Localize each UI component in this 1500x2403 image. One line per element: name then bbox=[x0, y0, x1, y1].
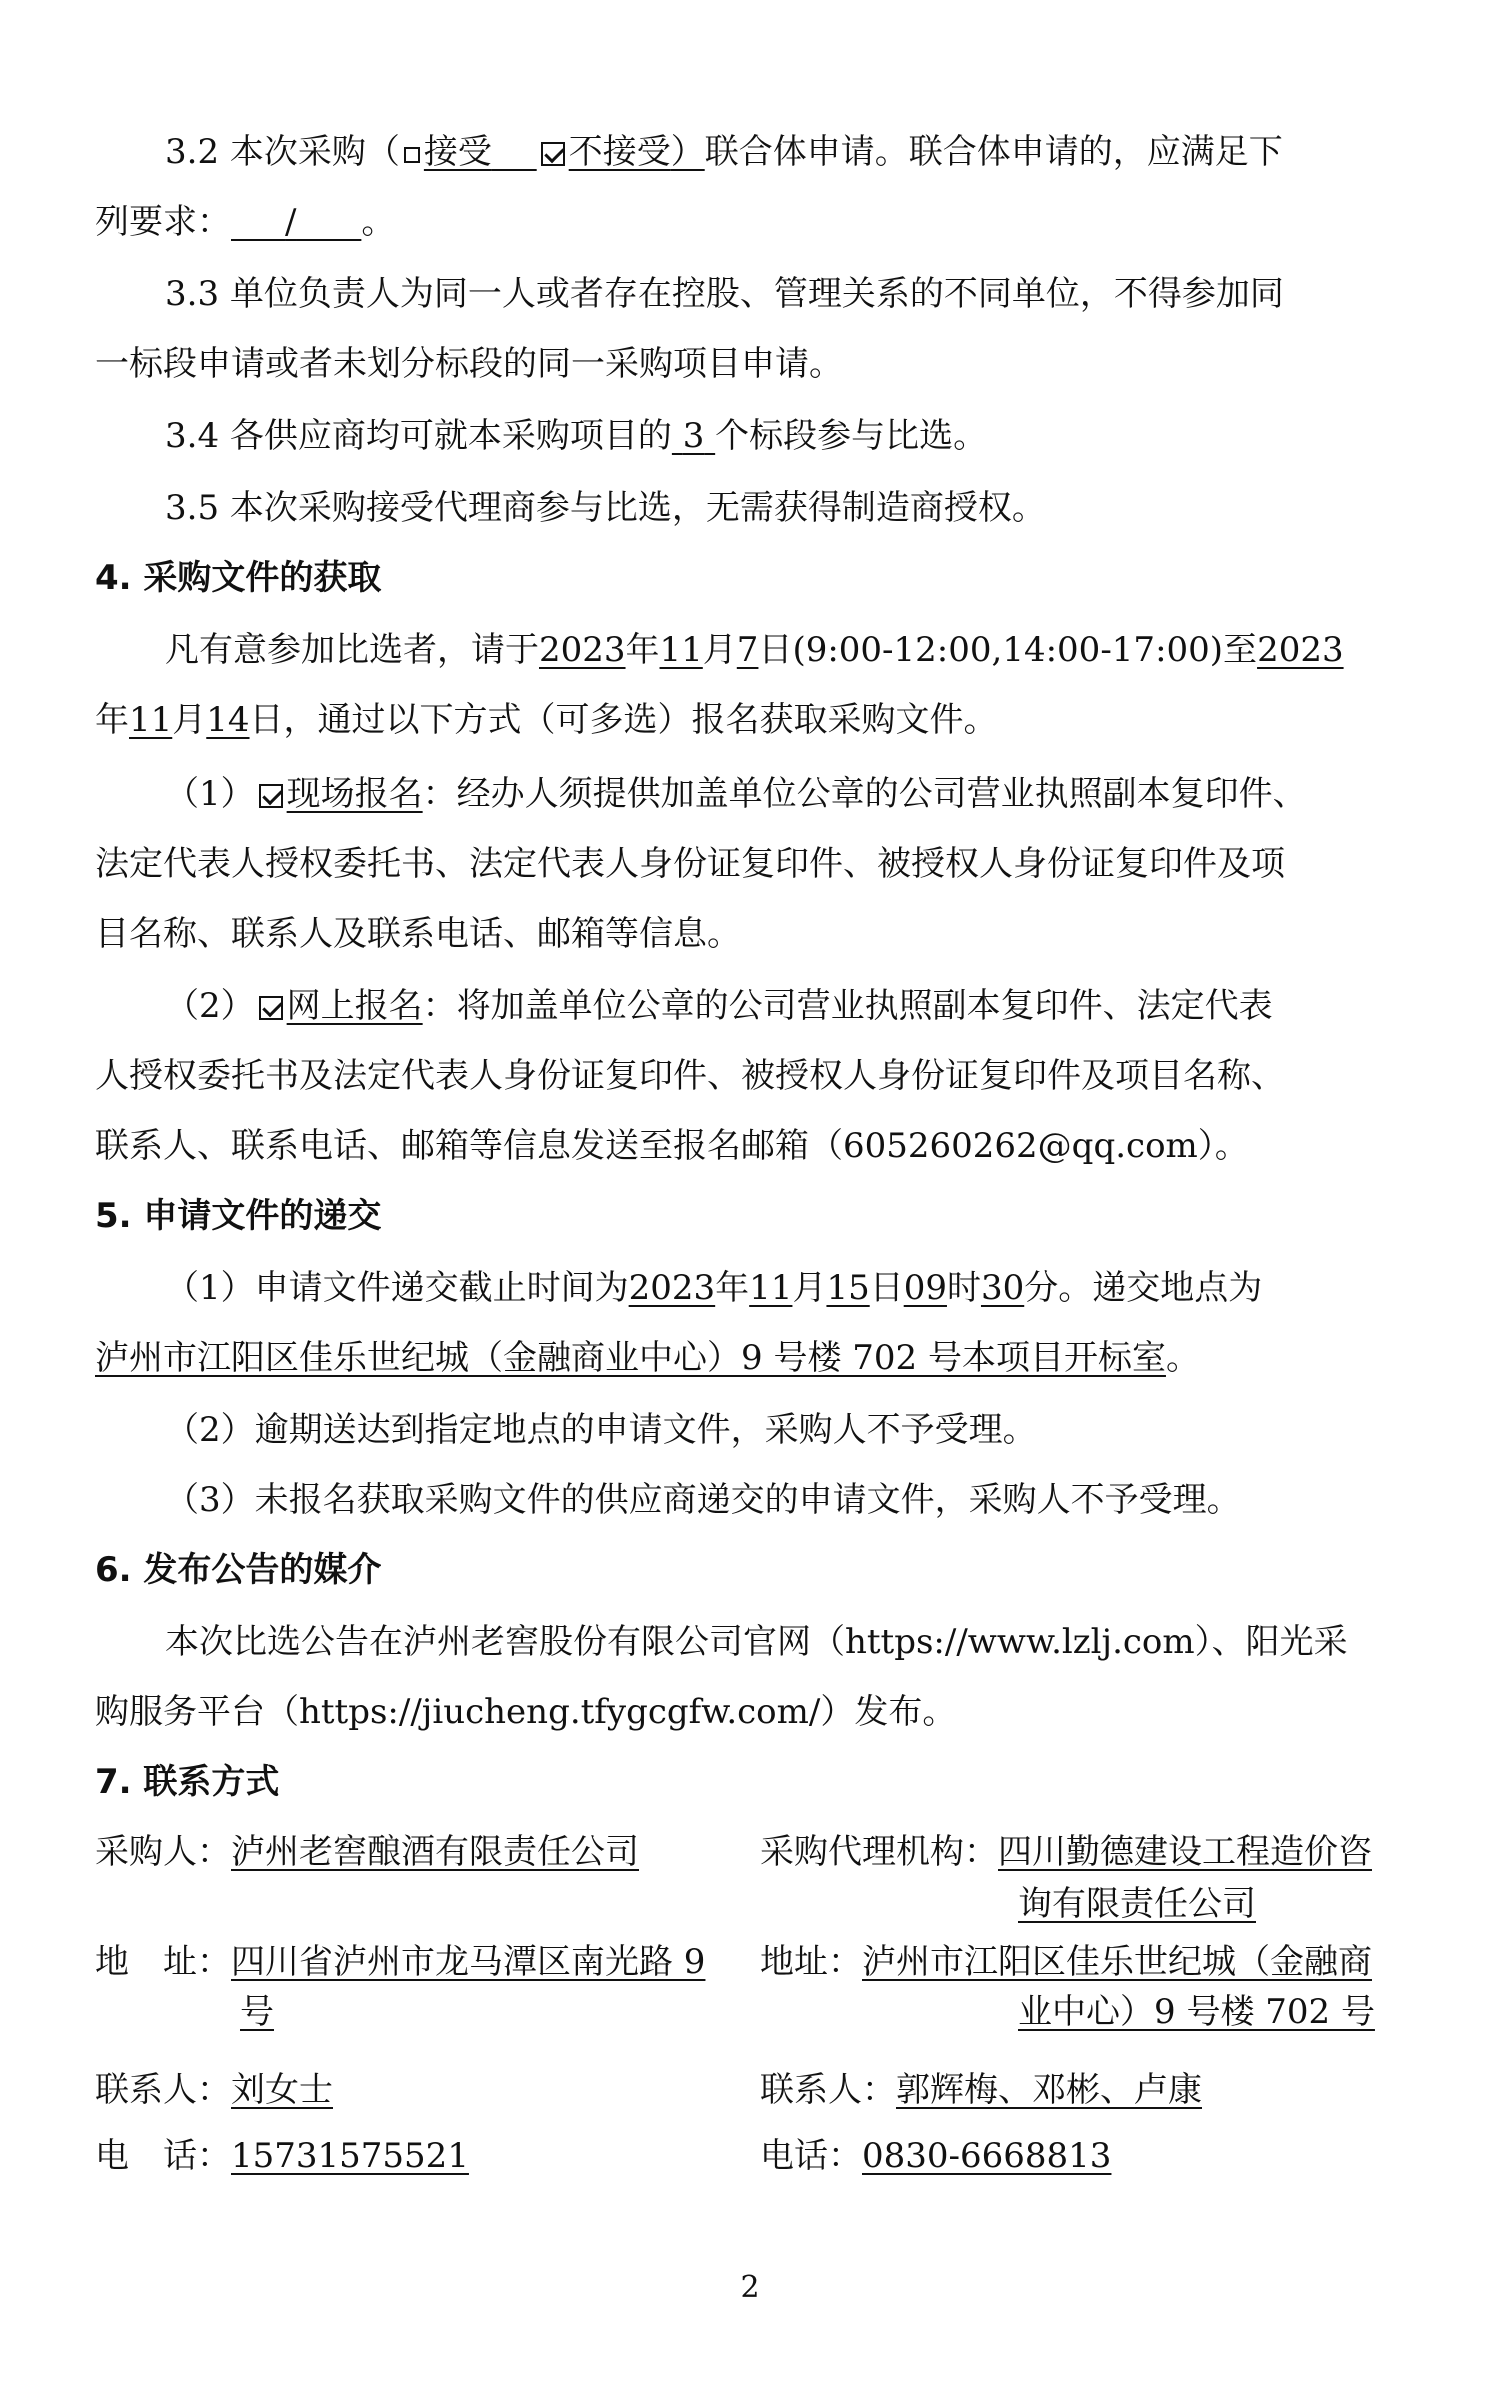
onsite-registration-label: 现场报名 bbox=[286, 774, 423, 814]
agent-row bbox=[760, 1830, 1372, 1874]
agent-contact-label: 联系人： bbox=[760, 2070, 896, 2110]
section-4-line2 bbox=[95, 698, 1385, 742]
agent-phone-label: 电话： bbox=[760, 2136, 862, 2176]
buyer-phone: 15731575521 bbox=[231, 2136, 469, 2176]
checkbox-unchecked-icon bbox=[404, 147, 420, 163]
onsite-registration-line2: 法定代表人授权委托书、法定代表人身份证复印件、被授权人身份证复印件及项 bbox=[95, 844, 1285, 884]
unit-minute: 分。递交地点为 bbox=[1024, 1268, 1263, 1308]
deadline-year: 2023 bbox=[628, 1268, 716, 1308]
buyer-address-line1: 四川省泸州市龙马潭区南光路 9 bbox=[231, 1942, 706, 1982]
buyer-phone-row bbox=[95, 2134, 469, 2178]
checkbox-checked-icon bbox=[259, 784, 283, 808]
section-5-heading: 5. 申请文件的递交 bbox=[95, 1196, 382, 1236]
onsite-registration-line1 bbox=[165, 772, 1385, 816]
clause-3-2-requirement-label: 列要求： bbox=[95, 202, 231, 242]
unit-day-3: 日 bbox=[869, 1268, 904, 1308]
end-day: 14 bbox=[206, 700, 250, 740]
buyer-address-line2: 号 bbox=[240, 1992, 274, 2032]
buyer-address-label: 地 址： bbox=[95, 1942, 231, 1982]
option-reject: 不接受 bbox=[568, 132, 671, 172]
unit-year: 年 bbox=[625, 630, 660, 670]
unit-month-3: 月 bbox=[792, 1268, 827, 1308]
clause-3-4-suffix: 个标段参与比选。 bbox=[715, 416, 988, 456]
section-5-line4: （3）未报名获取采购文件的供应商递交的申请文件，采购人不予受理。 bbox=[165, 1480, 1241, 1520]
unit-year-2: 年 bbox=[95, 700, 129, 740]
deadline-label: （1）申请文件递交截止时间为 bbox=[165, 1268, 629, 1308]
agent-address-label: 地址： bbox=[760, 1942, 862, 1982]
start-day: 7 bbox=[736, 630, 759, 670]
section-4-heading: 4. 采购文件的获取 bbox=[95, 558, 382, 598]
section-4-line1 bbox=[165, 628, 1385, 672]
deadline-month: 11 bbox=[749, 1268, 793, 1308]
section-6-heading: 6. 发布公告的媒介 bbox=[95, 1550, 382, 1590]
online-registration-line2: 人授权委托书及法定代表人身份证复印件、被授权人身份证复印件及项目名称、 bbox=[95, 1056, 1285, 1096]
section-7-heading: 7. 联系方式 bbox=[95, 1762, 280, 1802]
requirement-blank: / bbox=[285, 202, 297, 242]
agent-name-line2: 询有限责任公司 bbox=[1018, 1884, 1256, 1924]
buyer-contact-label: 联系人： bbox=[95, 2070, 231, 2110]
online-registration-label: 网上报名 bbox=[286, 986, 423, 1026]
agent-contact-row bbox=[760, 2068, 1202, 2112]
unit-month: 月 bbox=[702, 630, 737, 670]
checkbox-checked-icon bbox=[259, 996, 283, 1020]
clause-3-4 bbox=[165, 414, 1385, 458]
deadline-day: 15 bbox=[826, 1268, 870, 1308]
clause-3-2-end: 。 bbox=[361, 202, 396, 242]
section-5-line3: （2）逾期送达到指定地点的申请文件，采购人不予受理。 bbox=[165, 1410, 1037, 1450]
unit-day: 日 bbox=[758, 630, 793, 670]
page-number: 2 bbox=[740, 2270, 760, 2305]
clause-3-2-line1 bbox=[165, 130, 1385, 174]
buyer-address-row2 bbox=[240, 1990, 274, 2034]
clause-3-2-suffix: 联合体申请。联合体申请的，应满足下 bbox=[704, 132, 1283, 172]
end-year: 2023 bbox=[1257, 630, 1344, 670]
clause-3-3-line2: 一标段申请或者未划分标段的同一采购项目申请。 bbox=[95, 344, 843, 384]
deadline-hour: 09 bbox=[903, 1268, 947, 1308]
onsite-number: （1） bbox=[165, 774, 255, 814]
option-close: ） bbox=[670, 132, 705, 172]
agent-address-row bbox=[760, 1940, 1372, 1984]
clause-3-2-line2 bbox=[95, 200, 1385, 244]
agent-phone-row bbox=[760, 2134, 1111, 2178]
online-registration-line1 bbox=[165, 984, 1385, 1028]
online-text: ：将加盖单位公章的公司营业执照副本复印件、法定代表 bbox=[422, 986, 1273, 1026]
unit-month-2: 月 bbox=[172, 700, 207, 740]
clause-3-5: 3.5 本次采购接受代理商参与比选，无需获得制造商授权。 bbox=[165, 488, 1046, 528]
buyer-address-row bbox=[95, 1940, 705, 1984]
office-hours: (9:00-12:00,14:00-17:00)至 bbox=[792, 630, 1258, 670]
unit-hour: 时 bbox=[946, 1268, 981, 1308]
section-6-line2: 购服务平台（https://jiucheng.tfygcgfw.com/）发布。 bbox=[95, 1692, 957, 1732]
section-5-line1 bbox=[165, 1266, 1385, 1310]
online-number: （2） bbox=[165, 986, 255, 1026]
clause-3-3-line1: 3.3 单位负责人为同一人或者存在控股、管理关系的不同单位，不得参加同 bbox=[165, 274, 1284, 314]
deadline-minute: 30 bbox=[980, 1268, 1025, 1308]
option-accept: 接受 bbox=[423, 132, 492, 172]
agent-phone: 0830-6668813 bbox=[862, 2136, 1112, 2176]
agent-label: 采购代理机构： bbox=[760, 1832, 998, 1872]
start-month: 11 bbox=[659, 630, 703, 670]
buyer-label: 采购人： bbox=[95, 1832, 231, 1872]
checkbox-checked-icon bbox=[541, 142, 565, 166]
clause-3-2-prefix: 3.2 本次采购（ bbox=[165, 132, 400, 172]
section-4-intro: 凡有意参加比选者，请于 bbox=[165, 630, 539, 670]
onsite-text: ：经办人须提供加盖单位公章的公司营业执照副本复印件、 bbox=[422, 774, 1307, 814]
agent-row2 bbox=[1018, 1882, 1256, 1926]
buyer-contact-name: 刘女士 bbox=[231, 2070, 333, 2110]
section-4-tail: 日，通过以下方式（可多选）报名获取采购文件。 bbox=[249, 700, 998, 740]
lot-count: 3 bbox=[682, 416, 705, 456]
section-5-line2 bbox=[95, 1336, 1385, 1380]
buyer-phone-label: 电 话： bbox=[95, 2136, 231, 2176]
agent-address-row2 bbox=[1018, 1990, 1375, 2034]
unit-year-3: 年 bbox=[715, 1268, 750, 1308]
start-year: 2023 bbox=[539, 630, 626, 670]
submission-location: 泸州市江阳区佳乐世纪城（金融商业中心）9 号楼 702 号本项目开标室 bbox=[95, 1338, 1166, 1378]
location-end: 。 bbox=[1165, 1338, 1200, 1378]
buyer-contact-row bbox=[95, 2068, 333, 2112]
section-6-line1: 本次比选公告在泸州老窖股份有限公司官网（https://www.lzlj.com）、阳光采 bbox=[165, 1622, 1348, 1662]
clause-3-4-prefix: 3.4 各供应商均可就本采购项目的 bbox=[165, 416, 672, 456]
agent-address-line2: 业中心）9 号楼 702 号 bbox=[1018, 1992, 1375, 2032]
agent-contact-names: 郭辉梅、邓彬、卢康 bbox=[896, 2070, 1202, 2110]
onsite-registration-line3: 目名称、联系人及联系电话、邮箱等信息。 bbox=[95, 914, 741, 954]
agent-name-line1: 四川勤德建设工程造价咨 bbox=[998, 1832, 1372, 1872]
online-registration-line3: 联系人、联系电话、邮箱等信息发送至报名邮箱（605260262@qq.com）。 bbox=[95, 1126, 1249, 1166]
buyer-name: 泸州老窖酿酒有限责任公司 bbox=[231, 1832, 639, 1872]
buyer-row bbox=[95, 1830, 639, 1874]
end-month: 11 bbox=[129, 700, 173, 740]
agent-address-line1: 泸州市江阳区佳乐世纪城（金融商 bbox=[862, 1942, 1372, 1982]
